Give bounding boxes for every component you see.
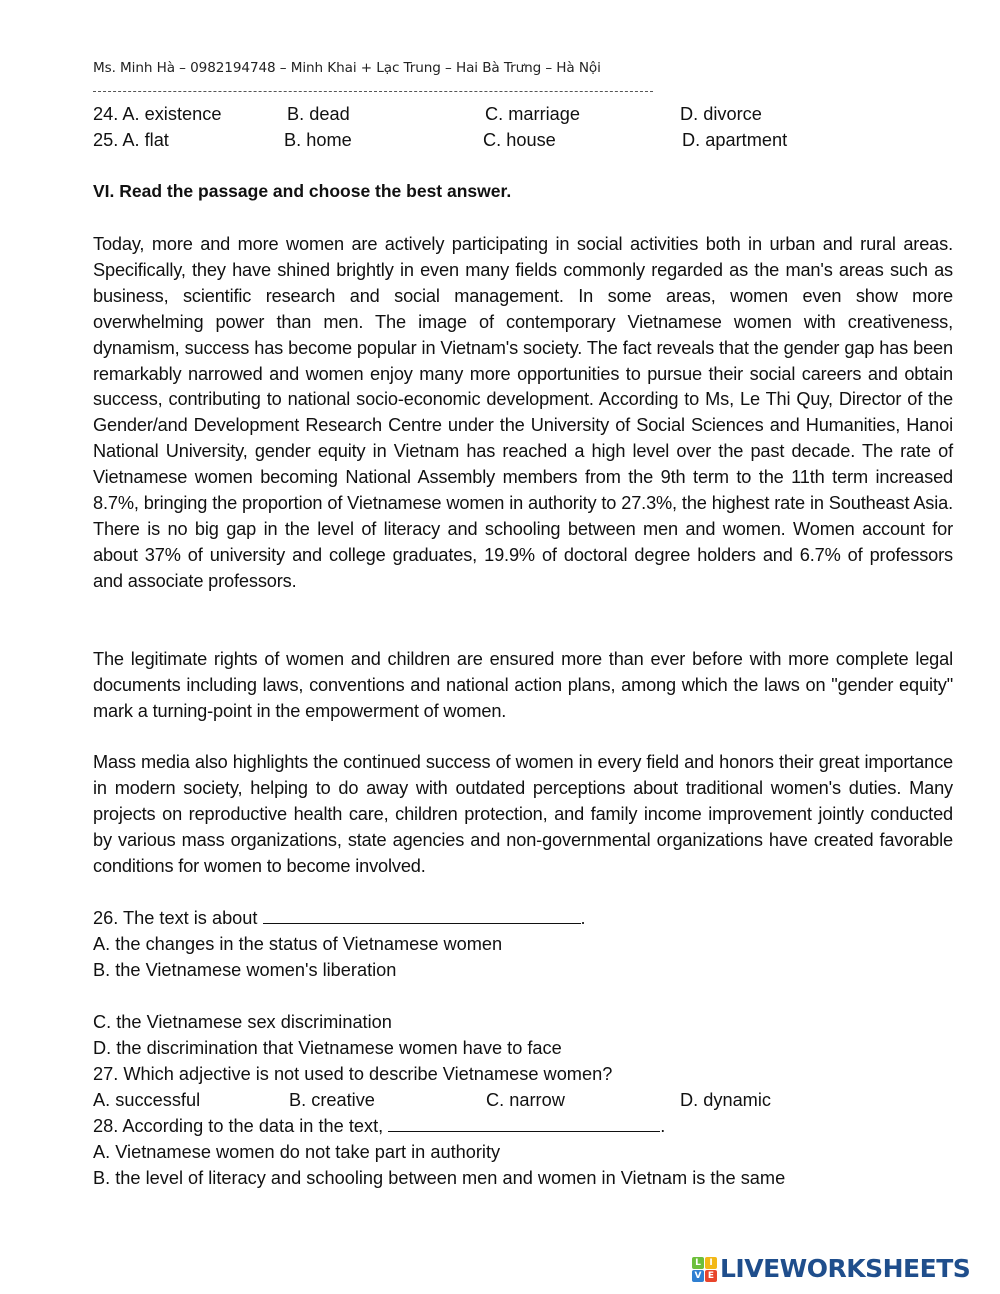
logo-wordmark: LIVEWORKSHEETS bbox=[720, 1254, 971, 1283]
q25-number: 25. bbox=[93, 130, 119, 150]
q24-option-a[interactable] bbox=[93, 102, 221, 126]
q24-option-c[interactable]: C. marriage bbox=[485, 104, 581, 124]
logo-letter-e: E bbox=[705, 1270, 717, 1282]
logo-letter-v: V bbox=[692, 1270, 704, 1282]
liveworksheets-logo[interactable] bbox=[692, 1254, 970, 1284]
question-28-stem bbox=[93, 1114, 665, 1138]
passage-paragraph-2: The legitimate rights of women and children are ensured more than ever before with more complete legal documents including laws, conventions and national action plans, among which the laws on "gender equity" mark a turning-point in the empowerment of women. bbox=[93, 649, 953, 721]
contact-header: Ms. Minh Hà – 0982194748 – Minh Khai + Lạc Trung – Hai Bà Trưng – Hà Nội bbox=[93, 60, 601, 76]
q28-stem-end: . bbox=[660, 1116, 666, 1136]
q26-option-b[interactable]: B. the Vietnamese women's liberation bbox=[93, 960, 397, 980]
question-26-stem bbox=[93, 906, 586, 930]
q25-option-a[interactable] bbox=[93, 128, 169, 152]
q26-answer-blank[interactable] bbox=[263, 907, 581, 924]
q26-option-c[interactable]: C. the Vietnamese sex discrimination bbox=[93, 1012, 392, 1032]
q24-number: 24. bbox=[93, 104, 119, 124]
q24-option-a-label: A. existence bbox=[122, 104, 222, 124]
q28-option-b[interactable]: B. the level of literacy and schooling between men and women in Vietnam is the same bbox=[93, 1168, 786, 1188]
q26-stem-text: 26. The text is about bbox=[93, 908, 258, 928]
q27-option-d[interactable]: D. dynamic bbox=[680, 1090, 771, 1110]
q26-option-d[interactable]: D. the discrimination that Vietnamese women have to face bbox=[93, 1038, 562, 1058]
passage-paragraph-1: Today, more and more women are actively participating in social activities both in urban and rural areas. Specifically, they have shined brightly in even many fields commonly regarded as the man's areas such as business, scientific research and social management. In some areas, women even show more overwhelming power than men. The image of contemporary Vietnamese women with creativeness, dynamism, success has become popular in Vietnam's society. The fact reveals that the gender gap has been remarkably narrowed and women enjoy many more opportunities to pursue their social careers and obtain success, contributing to national socio-economic development. According to Ms, Le Thi Quy, Director of the Gender/and Development Research Centre under the University of Social Sciences and Humanities, Hanoi National University, gender equity in Vietnam has reached a high level over the past decade. The rate of Vietnamese women becoming National Assembly members from the 9th term to the 11th term increased 8.7%, bringing the proportion of Vietnamese women in authority to 27.3%, the highest rate in Southeast Asia. There is no big gap in the level of literacy and schooling between men and women. Women account for about 37% of university and college graduates, 19.9% of doctoral degree holders and 6.7% of professors and associate professors. bbox=[93, 234, 953, 591]
logo-live-icon bbox=[692, 1257, 717, 1282]
q27-option-c[interactable]: C. narrow bbox=[486, 1090, 565, 1110]
header-divider bbox=[93, 91, 653, 92]
q25-option-a-label: A. flat bbox=[122, 130, 169, 150]
q25-option-b[interactable]: B. home bbox=[284, 130, 352, 150]
q27-option-b[interactable]: B. creative bbox=[289, 1090, 375, 1110]
q25-option-d[interactable]: D. apartment bbox=[682, 130, 788, 150]
section-heading: VI. Read the passage and choose the best answer. bbox=[93, 181, 512, 201]
q24-option-b[interactable]: B. dead bbox=[287, 104, 350, 124]
logo-letter-l: L bbox=[692, 1257, 704, 1269]
q27-option-a[interactable]: A. successful bbox=[93, 1090, 201, 1110]
passage-paragraph-3: Mass media also highlights the continued success of women in every field and honors their great importance in modern society, helping to do away with outdated perceptions about traditional women's duties. Many projects on reproductive health care, children protection, and family income improvement jointly conducted by various mass organizations, state agencies and non-governmental organizations have created favorable conditions for women to become involved. bbox=[93, 752, 953, 876]
question-27-stem: 27. Which adjective is not used to describe Vietnamese women? bbox=[93, 1064, 613, 1084]
q26-option-a[interactable]: A. the changes in the status of Vietnamese women bbox=[93, 934, 503, 954]
q28-answer-blank[interactable] bbox=[388, 1115, 660, 1132]
q26-stem-end: . bbox=[580, 908, 586, 928]
q28-option-a[interactable]: A. Vietnamese women do not take part in authority bbox=[93, 1142, 501, 1162]
q25-option-c[interactable]: C. house bbox=[483, 130, 556, 150]
q28-stem-text: 28. According to the data in the text, bbox=[93, 1116, 384, 1136]
q24-option-d[interactable]: D. divorce bbox=[680, 104, 762, 124]
logo-letter-i: I bbox=[705, 1257, 717, 1269]
